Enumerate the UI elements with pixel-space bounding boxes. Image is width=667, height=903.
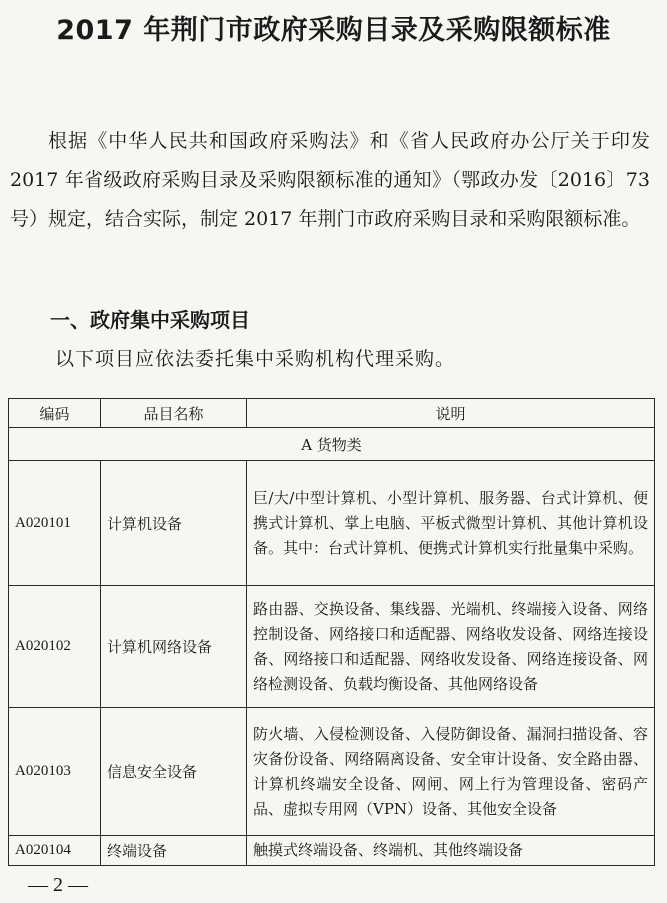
page-title: 2017 年荆门市政府采购目录及采购限额标准: [56, 15, 611, 46]
procurement-catalog-table: [8, 398, 655, 866]
table-row: [9, 586, 655, 708]
table-header-row: [9, 399, 655, 428]
section-heading: 一、政府集中采购项目: [50, 308, 250, 332]
table-row: [9, 836, 655, 866]
table-row: [9, 708, 655, 836]
row-code: A020101: [9, 461, 101, 586]
page-number: — 2 —: [28, 874, 88, 896]
row-code: A020104: [9, 836, 101, 866]
category-label: A 货物类: [9, 428, 655, 461]
row-code: A020103: [9, 708, 101, 836]
header-name: 品目名称: [101, 399, 247, 428]
table-row: [9, 461, 655, 586]
row-desc: 防火墙、入侵检测设备、入侵防御设备、漏洞扫描设备、容灾备份设备、网络隔离设备、安全审计设备、安全路由器、计算机终端安全设备、网闸、网上行为管理设备、密码产品、虚拟专用网（VPN）设备、其他安全设备: [247, 708, 655, 836]
category-row: [9, 428, 655, 461]
header-desc: 说明: [247, 399, 655, 428]
row-name: 计算机网络设备: [101, 586, 247, 708]
row-desc: 触摸式终端设备、终端机、其他终端设备: [247, 836, 655, 866]
row-desc: 路由器、交换设备、集线器、光端机、终端接入设备、网络控制设备、网络接口和适配器、网络收发设备、网络连接设备、网络接口和适配器、网络收发设备、网络连接设备、网络检测设备、负载均衡设备、其他网络设备: [247, 586, 655, 708]
row-desc: 巨/大/中型计算机、小型计算机、服务器、台式计算机、便携式计算机、掌上电脑、平板式微型计算机、其他计算机设备。其中：台式计算机、便携式计算机实行批量集中采购。: [247, 461, 655, 586]
header-code: 编码: [9, 399, 101, 428]
intro-paragraph: 根据《中华人民共和国政府采购法》和《省人民政府办公厅关于印发 2017 年省级政府采购目录及采购限额标准的通知》（鄂政办发〔2016〕73 号）规定，结合实际，制定 2017 年荆门市政府采购目录和采购限额标准。: [10, 130, 650, 230]
row-name: 终端设备: [101, 836, 247, 866]
row-name: 计算机设备: [101, 461, 247, 586]
row-name: 信息安全设备: [101, 708, 247, 836]
section-note: 以下项目应依法委托集中采购机构代理采购。: [55, 348, 456, 370]
row-code: A020102: [9, 586, 101, 708]
